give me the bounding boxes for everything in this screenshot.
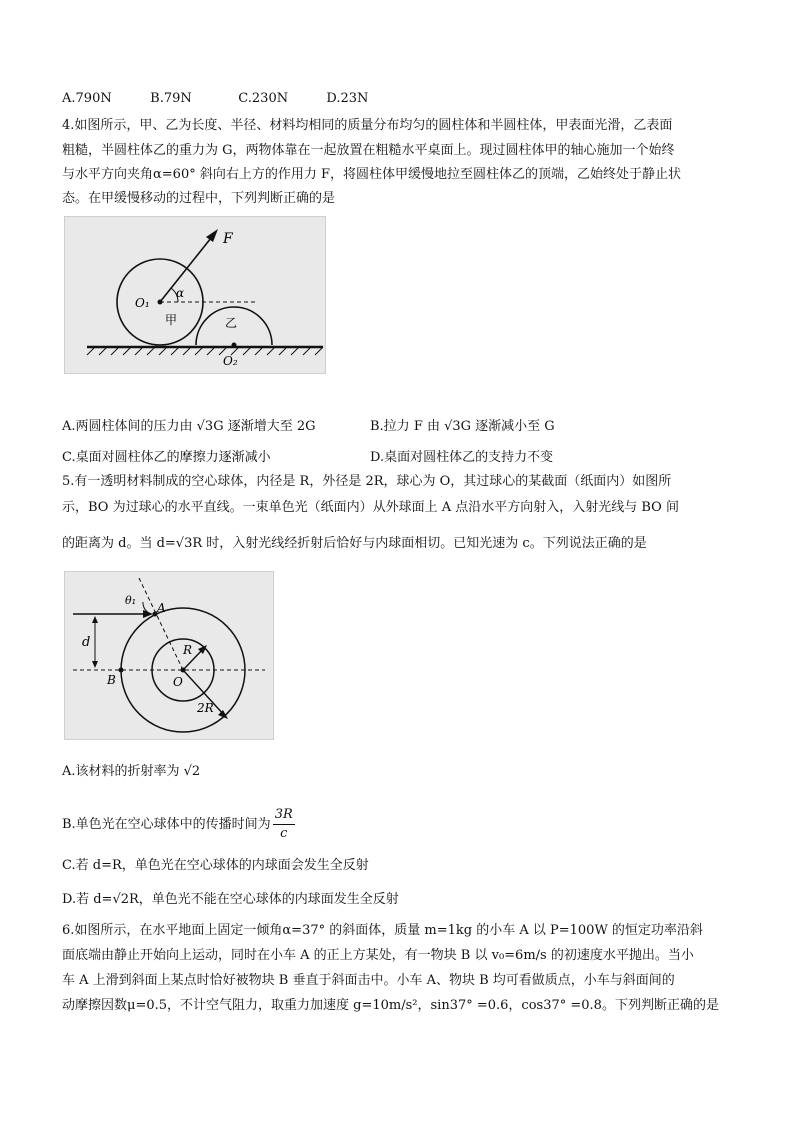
q4-option-a: A.两圆柱体间的压力由 √3G 逐渐增大至 2G	[62, 419, 316, 434]
q5-figure-svg	[65, 572, 273, 739]
q6-stem-line-3: 车 A 上滑到斜面上某点时恰好被物块 B 垂直于斜面击中。小车 A、物块 B 均可看做质点，小车与斜面间的	[62, 973, 675, 988]
label-2r: 2R	[197, 701, 214, 715]
q5-stem-line-1: 5.有一透明材料制成的空心球体，内径是 R，外径是 2R，球心为 O，其过球心的某截面（纸面内）如图所	[62, 474, 672, 489]
q4-option-d: D.桌面对圆柱体乙的支持力不变	[370, 450, 554, 465]
point-b	[119, 668, 124, 673]
label-b: B	[107, 673, 116, 687]
q5-option-c: C.若 d=R，单色光在空心球体的内球面会发生全反射	[62, 858, 369, 873]
q5-figure	[64, 571, 274, 740]
q3-options	[62, 90, 368, 108]
q6-stem-line-1: 6.如图所示，在水平地面上固定一倾角α=37° 的斜面体，质量 m=1kg 的小车 A 以 P=100W 的恒定功率沿斜	[62, 923, 703, 938]
q4-stem-line-3: 与水平方向夹角α=60° 斜向右上方的作用力 F，将圆柱体甲缓慢地拉至圆柱体乙的顶端，乙始终处于静止状	[62, 167, 681, 182]
q5-stem-line-3: 的距离为 d。当 d=√3R 时，入射光线经折射后恰好与内球面相切。已知光速为 c。下列说法正确的是	[62, 536, 647, 551]
label-f: F	[223, 231, 233, 247]
q5-stem-line-2: 示，BO 为过球心的水平直线。一束单色光（纸面内）从外球面上 A 点沿水平方向射入，入射光线与 BO 间	[62, 500, 679, 515]
label-r: R	[183, 643, 193, 657]
q5-option-b-numerator: 3R	[273, 806, 295, 825]
q5-option-d: D.若 d=√2R，单色光不能在空心球体的内球面发生全反射	[62, 892, 399, 907]
q5-option-b-text: B.单色光在空心球体中的传播时间为	[62, 816, 271, 832]
q4-figure-svg	[65, 217, 325, 373]
force-arrow	[160, 233, 215, 302]
q3-option-d: D.23N	[326, 91, 369, 106]
point-o	[181, 668, 186, 673]
label-yi: 乙	[225, 316, 238, 330]
q3-option-a: A.790N	[62, 91, 112, 106]
q4-stem-line-4: 态。在甲缓慢移动的过程中，下列判断正确的是	[62, 191, 336, 206]
o1-dot	[158, 300, 163, 305]
q4-figure	[64, 216, 326, 374]
q3-option-b: B.79N	[150, 91, 192, 106]
force-arrowhead	[206, 229, 218, 242]
o2-dot	[232, 343, 237, 348]
q5-option-b-fraction	[273, 806, 295, 843]
q4-option-b: B.拉力 F 由 √3G 逐渐减小至 G	[370, 419, 555, 434]
label-alpha: α	[176, 286, 185, 300]
label-o2: O₂	[223, 354, 238, 368]
q4-option-c: C.桌面对圆柱体乙的摩擦力逐渐减小	[62, 450, 271, 465]
q3-option-c: C.230N	[238, 91, 289, 106]
label-theta: θ₁	[125, 594, 137, 607]
q5-option-b-denominator: c	[280, 826, 288, 841]
label-a: A	[157, 601, 166, 615]
q4-stem-line-2: 粗糙，半圆柱体乙的重力为 G，两物体靠在一起放置在粗糙水平桌面上。现过圆柱体甲的轴心施加一个始终	[62, 143, 675, 158]
q5-option-b	[62, 806, 295, 843]
q4-stem-line-1: 4.如图所示，甲、乙为长度、半径、材料均相同的质量分布均匀的圆柱体和半圆柱体，甲表面光滑，乙表面	[62, 118, 673, 133]
q5-option-a: A.该材料的折射率为 √2	[62, 764, 201, 779]
label-d: d	[82, 635, 91, 650]
normal-line	[139, 578, 183, 670]
q6-stem-line-4: 动摩擦因数μ=0.5，不计空气阻力，取重力加速度 g=10m/s²，sin37° =0.6，cos37° =0.8。下列判断正确的是	[62, 998, 719, 1013]
q6-stem-line-2: 面底端由静止开始向上运动，同时在小车 A 的正上方某处，有一物块 B 以 v₀=6m/s 的初速度水平抛出。当小	[62, 948, 694, 963]
label-jia: 甲	[165, 313, 178, 327]
label-o1: O₁	[135, 296, 150, 310]
label-o: O	[173, 675, 183, 689]
